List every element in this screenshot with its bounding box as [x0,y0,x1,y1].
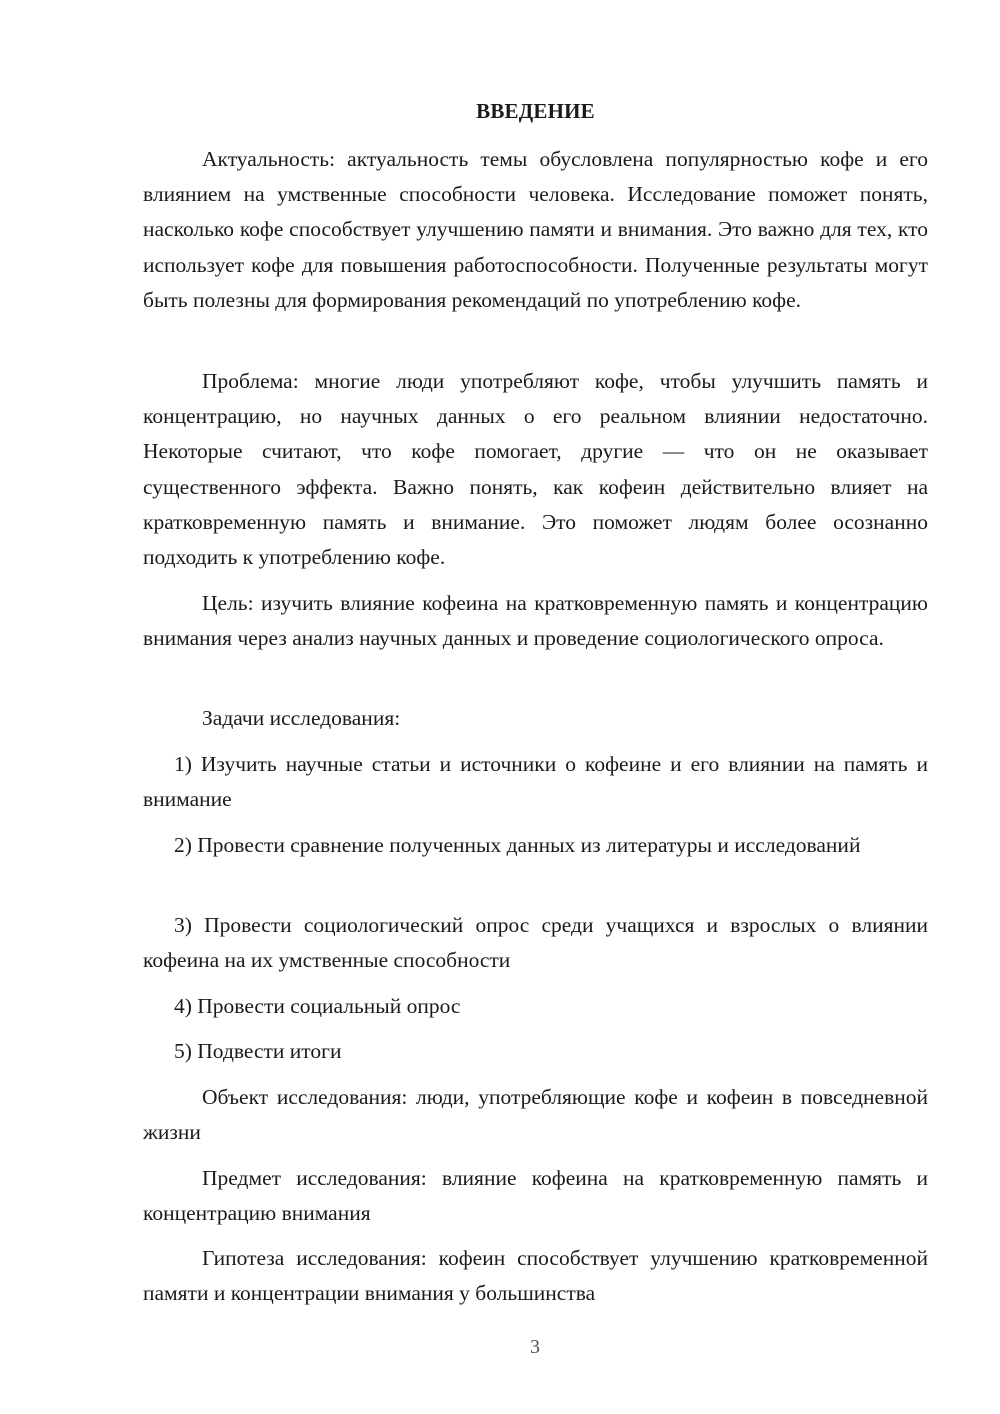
paragraph-object: Объект исследования: люди, употребляющие кофе и кофеин в повседневной жизни [143,1085,928,1145]
tasks-heading: Задачи исследования: [202,706,401,730]
task-item-3: 3) Провести социологический опрос среди учащихся и взрослых о влиянии кофеина на их умственные способности [143,913,928,973]
paragraph-subject: Предмет исследования: влияние кофеина на кратковременную память и концентрацию внимания [143,1166,928,1226]
paragraph-hypothesis: Гипотеза исследования: кофеин способствует улучшению кратковременной памяти и концентрации внимания у большинства [143,1246,928,1306]
paragraph-relevance: Актуальность: актуальность темы обусловлена популярностью кофе и его влиянием на умственные способности человека. Исследование поможет понять, насколько кофе способствует улучшению памяти и внимания. Это важно для тех, кто использует кофе для повышения работоспособности. Полученные результаты могут быть полезны для формирования рекомендаций по употреблению кофе. [143,147,928,312]
task-item-1: 1) Изучить научные статьи и источники о кофеине и его влиянии на память и внимание [143,752,928,812]
task-item-2: 2) Провести сравнение полученных данных из литературы и исследований [174,833,861,857]
task-item-4: 4) Провести социальный опрос [174,994,461,1018]
paragraph-problem: Проблема: многие люди употребляют кофе, чтобы улучшить память и концентрацию, но научных данных о его реальном влиянии недостаточно. Некоторые считают, что кофе помогает, другие — что он не оказывает существенного эффекта. Важно понять, как кофеин действительно влияет на кратковременную память и внимание. Это поможет людям более осознанно подходить к употреблению кофе. [143,369,928,570]
paragraph-goal: Цель: изучить влияние кофеина на кратковременную память и концентрацию внимания через анализ научных данных и проведение социологического опроса. [143,591,928,651]
page-number: 3 [530,1336,540,1358]
page-title: ВВЕДЕНИЕ [476,99,595,123]
task-item-5: 5) Подвести итоги [174,1039,342,1063]
